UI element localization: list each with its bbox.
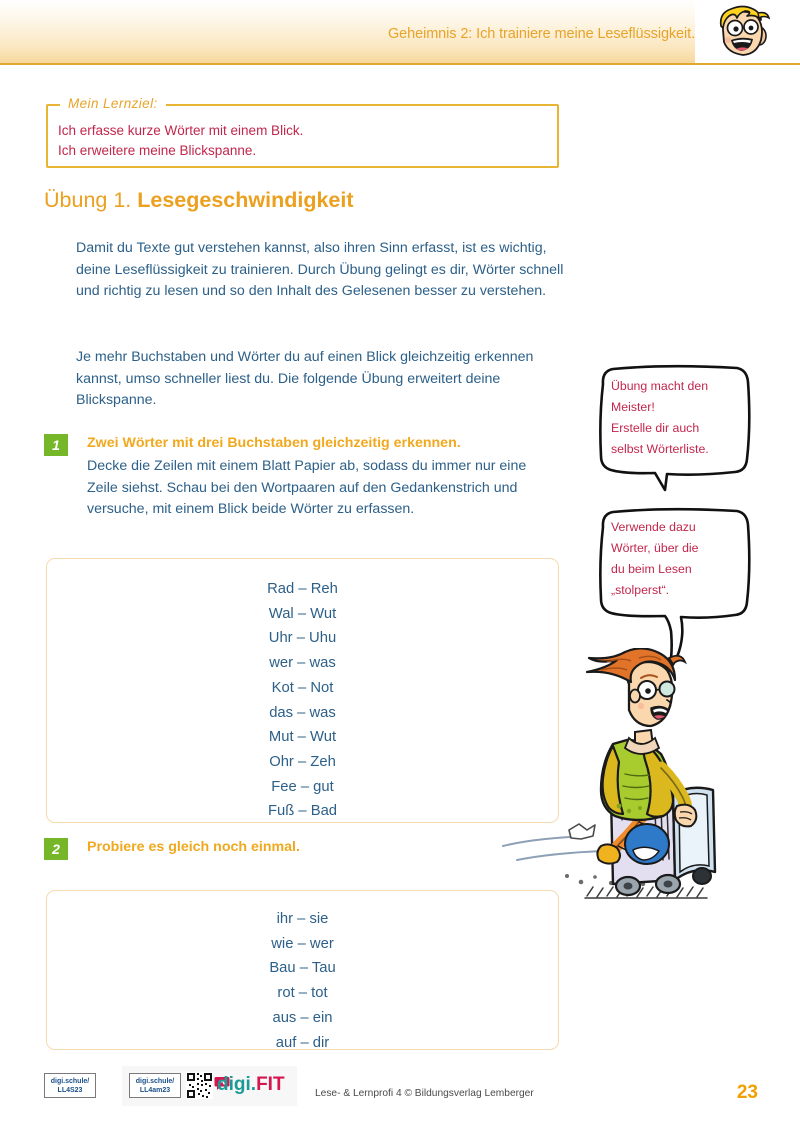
word-pair-item: Rad – Reh: [267, 581, 338, 597]
word-pair-item: Mut – Wut: [268, 729, 337, 746]
digischule-badge-1-line2: LL4S23: [57, 1087, 83, 1094]
learning-goal-item: Ich erweitere meine Blickspanne.: [58, 143, 257, 158]
digifit-logo-teal: digi.: [217, 1074, 257, 1095]
word-pair-item: Wal – Wut: [268, 605, 337, 622]
bubble-line: selbst Wörterliste.: [611, 442, 709, 456]
task-number-badge-2: 2: [44, 838, 68, 860]
girl-riding-book-illustration: [495, 648, 795, 913]
learning-goal-legend: Mein Lernziel:: [60, 96, 166, 111]
task-title-1: Zwei Wörter mit drei Buchstaben gleichzeitig erkennen.: [87, 435, 461, 451]
word-pair-item: wie – wer: [271, 935, 334, 952]
word-pair-item: Ohr – Zeh: [269, 753, 336, 770]
speech-bubble-1: [597, 364, 757, 504]
word-pair-box-2: [46, 890, 559, 1050]
digischule-badge-1-line1: digi.schule/: [50, 1078, 90, 1085]
word-pair-item: Uhr – Uhu: [268, 630, 337, 647]
task-number-badge-1: 1: [44, 434, 68, 456]
word-pair-list-1: [47, 577, 558, 824]
word-pair-list-2: [47, 907, 558, 1055]
bubble-line: Verwende dazu: [611, 520, 696, 534]
footer-credit: Lese- & Lernprofi 4 © Bildungsverlag Lemberger: [315, 1088, 534, 1099]
digifit-logo-red: FIT: [256, 1074, 285, 1095]
digifit-logo: [217, 1074, 285, 1096]
word-pair-item: Kot – Not: [271, 679, 334, 696]
speech-bubble-2-text: [611, 517, 746, 601]
task-instruction-1: Decke die Zeilen mit einem Blatt Papier ab, sodass du immer nur eine Zeile siehst. Schau bei den Wortpaaren auf den Gedankenstrich und versuche, mit einem Blick beide Wörter zu erfassen.: [87, 458, 527, 517]
word-pair-item: wer – was: [269, 655, 336, 672]
exercise-heading: [44, 188, 354, 213]
page-number: 23: [736, 1082, 758, 1103]
digischule-badge-1[interactable]: [44, 1073, 96, 1098]
word-pair-item: das – was: [269, 704, 336, 721]
word-pair-item: aus – ein: [272, 1009, 333, 1026]
intro-paragraph-1: Damit du Texte gut verstehen kannst, also ihren Sinn erfasst, ist es wichtig, deine Leseflüssigkeit zu trainieren. Durch Übung gelingt es dir, Wörter schnell und richtig zu lesen und so den Inhalt des Gelesenen besser zu verstehen.: [76, 240, 564, 299]
exercise-label: Übung 1.: [44, 188, 132, 212]
page-header-title: Geheimnis 2: Ich trainiere meine Leseflüssigkeit.: [388, 26, 695, 42]
bubble-line: Übung macht den: [611, 379, 709, 393]
word-pair-item: Fee – gut: [271, 778, 334, 795]
word-pair-item: Fuß – Bad: [267, 803, 338, 820]
exercise-title: Lesegeschwindigkeit: [137, 188, 354, 212]
mascot-boy-head-icon: [695, 0, 800, 63]
word-pair-item: auf – dir: [275, 1034, 330, 1051]
word-pair-item: Bau – Tau: [269, 960, 336, 977]
qr-code-icon[interactable]: [186, 1072, 213, 1099]
digischule-badge-2-line2: LL4am23: [139, 1087, 171, 1094]
word-pair-item: rot – tot: [277, 985, 328, 1002]
bubble-line: Meister!: [611, 400, 655, 414]
bubble-line: Wörter, über die: [611, 541, 699, 555]
word-pair-box-1: [46, 558, 559, 823]
word-pair-item: ihr – sie: [276, 911, 329, 927]
bubble-line: du beim Lesen: [611, 562, 692, 576]
speech-bubble-1-text: [611, 376, 746, 460]
intro-paragraph-2: Je mehr Buchstaben und Wörter du auf einen Blick gleichzeitig erkennen kannst, umso schneller liest du. Die folgende Übung erweitert deine Blickspanne.: [76, 349, 534, 408]
bubble-line: Erstelle dir auch: [611, 421, 700, 435]
digischule-badge-2-line1: digi.schule/: [135, 1078, 175, 1085]
digischule-badge-2[interactable]: [129, 1073, 181, 1098]
bubble-line: „stolperst“.: [611, 583, 670, 597]
learning-goal-list: [58, 121, 538, 161]
task-title-2: Probiere es gleich noch einmal.: [87, 839, 300, 855]
learning-goal-item: Ich erfasse kurze Wörter mit einem Blick.: [58, 123, 304, 138]
header-divider: [0, 63, 800, 65]
